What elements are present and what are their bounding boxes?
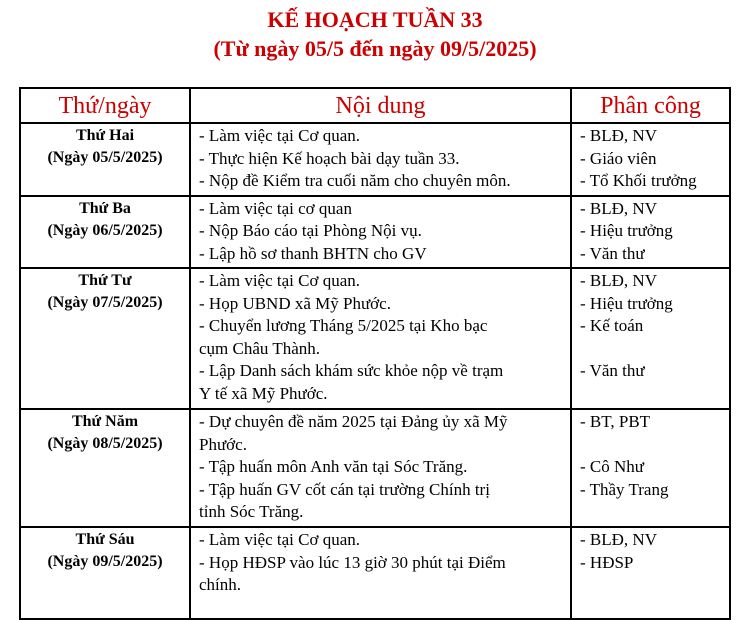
assignment-cell [571, 409, 730, 527]
content-cell [190, 268, 571, 409]
content-line: - Nộp đề Kiểm tra cuối năm cho chuyên môn. [199, 171, 511, 190]
assignment-line: - BLĐ, NV [580, 126, 657, 145]
assignment-cell [571, 268, 730, 409]
content-line: - Lập Danh sách khám sức khỏe nộp về trạm [199, 361, 504, 380]
content-line: Phước. [199, 434, 247, 454]
content-line: - Thực hiện Kế hoạch bài dạy tuần 33. [199, 148, 460, 168]
content-line: - Lập hồ sơ thanh BHTN cho GV [199, 243, 427, 263]
column-header-content: Nội dung [190, 88, 571, 123]
content-cell [190, 409, 571, 527]
weekday-name: Thứ Năm [71, 413, 139, 430]
assignment-line [580, 501, 725, 524]
table-header-row [20, 88, 730, 123]
day-cell [20, 409, 190, 527]
assignment-line [580, 434, 725, 457]
table-row [20, 196, 730, 269]
plan-title: KẾ HOẠCH TUẦN 33 [267, 7, 483, 32]
assignment-line: - Hiệu trưởng [580, 293, 673, 313]
assignment-line: - Giáo viên [580, 148, 657, 168]
content-line: - Tập huấn môn Anh văn tại Sóc Trăng. [199, 457, 468, 476]
content-line: Y tế xã Mỹ Phước. [199, 383, 328, 403]
content-line: - Làm việc tại Cơ quan. [199, 530, 360, 549]
weekday-name: Thứ Hai [75, 127, 135, 144]
content-line: tỉnh Sóc Trăng. [199, 502, 304, 521]
column-header-day: Thứ/ngày [20, 88, 190, 123]
content-line: - Dự chuyên đề năm 2025 tại Đảng ủy xã Mỹ [199, 412, 508, 431]
table-row [20, 268, 730, 409]
assignment-line: - BLĐ, NV [580, 530, 657, 549]
weekly-plan-table [19, 87, 731, 620]
assignment-line: - BLĐ, NV [580, 271, 657, 290]
day-cell [20, 527, 190, 619]
assignment-line [580, 383, 725, 406]
day-label-group [21, 410, 189, 455]
weekday-name: Thứ Sáu [75, 531, 135, 548]
content-line: - Họp UBND xã Mỹ Phước. [199, 293, 391, 313]
weekday-date: (Ngày 05/5/2025) [47, 149, 163, 166]
content-line: - Họp HĐSP vào lúc 13 giờ 30 phút tại Điểm [199, 552, 506, 572]
assignment-line: - Cô Như [580, 457, 644, 476]
assignment-cell [571, 123, 730, 196]
content-line: cụm Châu Thành. [199, 338, 321, 358]
table-row [20, 409, 730, 527]
assignment-line [580, 574, 725, 597]
content-line: - Làm việc tại Cơ quan. [199, 271, 360, 290]
content-line: - Tập huấn GV cốt cán tại trường Chính trị [199, 479, 490, 499]
assignment-line: - Tổ Khối trưởng [580, 171, 697, 190]
weekday-date: (Ngày 07/5/2025) [47, 294, 163, 311]
day-label-group [21, 124, 189, 169]
day-cell [20, 123, 190, 196]
content-cell [190, 123, 571, 196]
content-line: - Nộp Báo cáo tại Phòng Nội vụ. [199, 221, 422, 240]
assignment-line: - Hiệu trưởng [580, 221, 673, 240]
weekday-date: (Ngày 08/5/2025) [47, 435, 163, 452]
assignment-line [580, 338, 725, 361]
assignment-line: - Văn thư [580, 243, 645, 263]
content-line: - Làm việc tại cơ quan [199, 198, 352, 218]
content-line: - Làm việc tại Cơ quan. [199, 126, 360, 145]
content-line: chính. [199, 575, 242, 594]
day-cell [20, 196, 190, 269]
assignment-line: - BLĐ, NV [580, 198, 657, 218]
day-label-group [21, 528, 189, 573]
assignment-cell [571, 196, 730, 269]
plan-date-range: (Từ ngày 05/5 đến ngày 09/5/2025) [213, 36, 537, 61]
content-cell [190, 527, 571, 619]
assignment-line: - Thầy Trang [580, 479, 669, 499]
assignment-line: - HĐSP [580, 552, 634, 572]
column-header-assignment: Phân công [571, 88, 730, 123]
table-row [20, 123, 730, 196]
assignment-line: - Kế toán [580, 316, 644, 335]
assignment-line: - Văn thư [580, 361, 645, 380]
weekday-date: (Ngày 06/5/2025) [47, 221, 163, 239]
day-label-group [21, 197, 189, 242]
assignment-line: - BT, PBT [580, 412, 651, 431]
day-cell [20, 268, 190, 409]
weekday-name: Thứ Ba [79, 199, 131, 217]
day-label-group [21, 269, 189, 314]
weekday-name: Thứ Tư [78, 272, 132, 289]
content-cell [190, 196, 571, 269]
weekday-date: (Ngày 09/5/2025) [47, 553, 163, 570]
table-row [20, 527, 730, 619]
assignment-cell [571, 527, 730, 619]
content-line: - Chuyển lương Tháng 5/2025 tại Kho bạc [199, 316, 488, 335]
table-body [20, 123, 730, 619]
